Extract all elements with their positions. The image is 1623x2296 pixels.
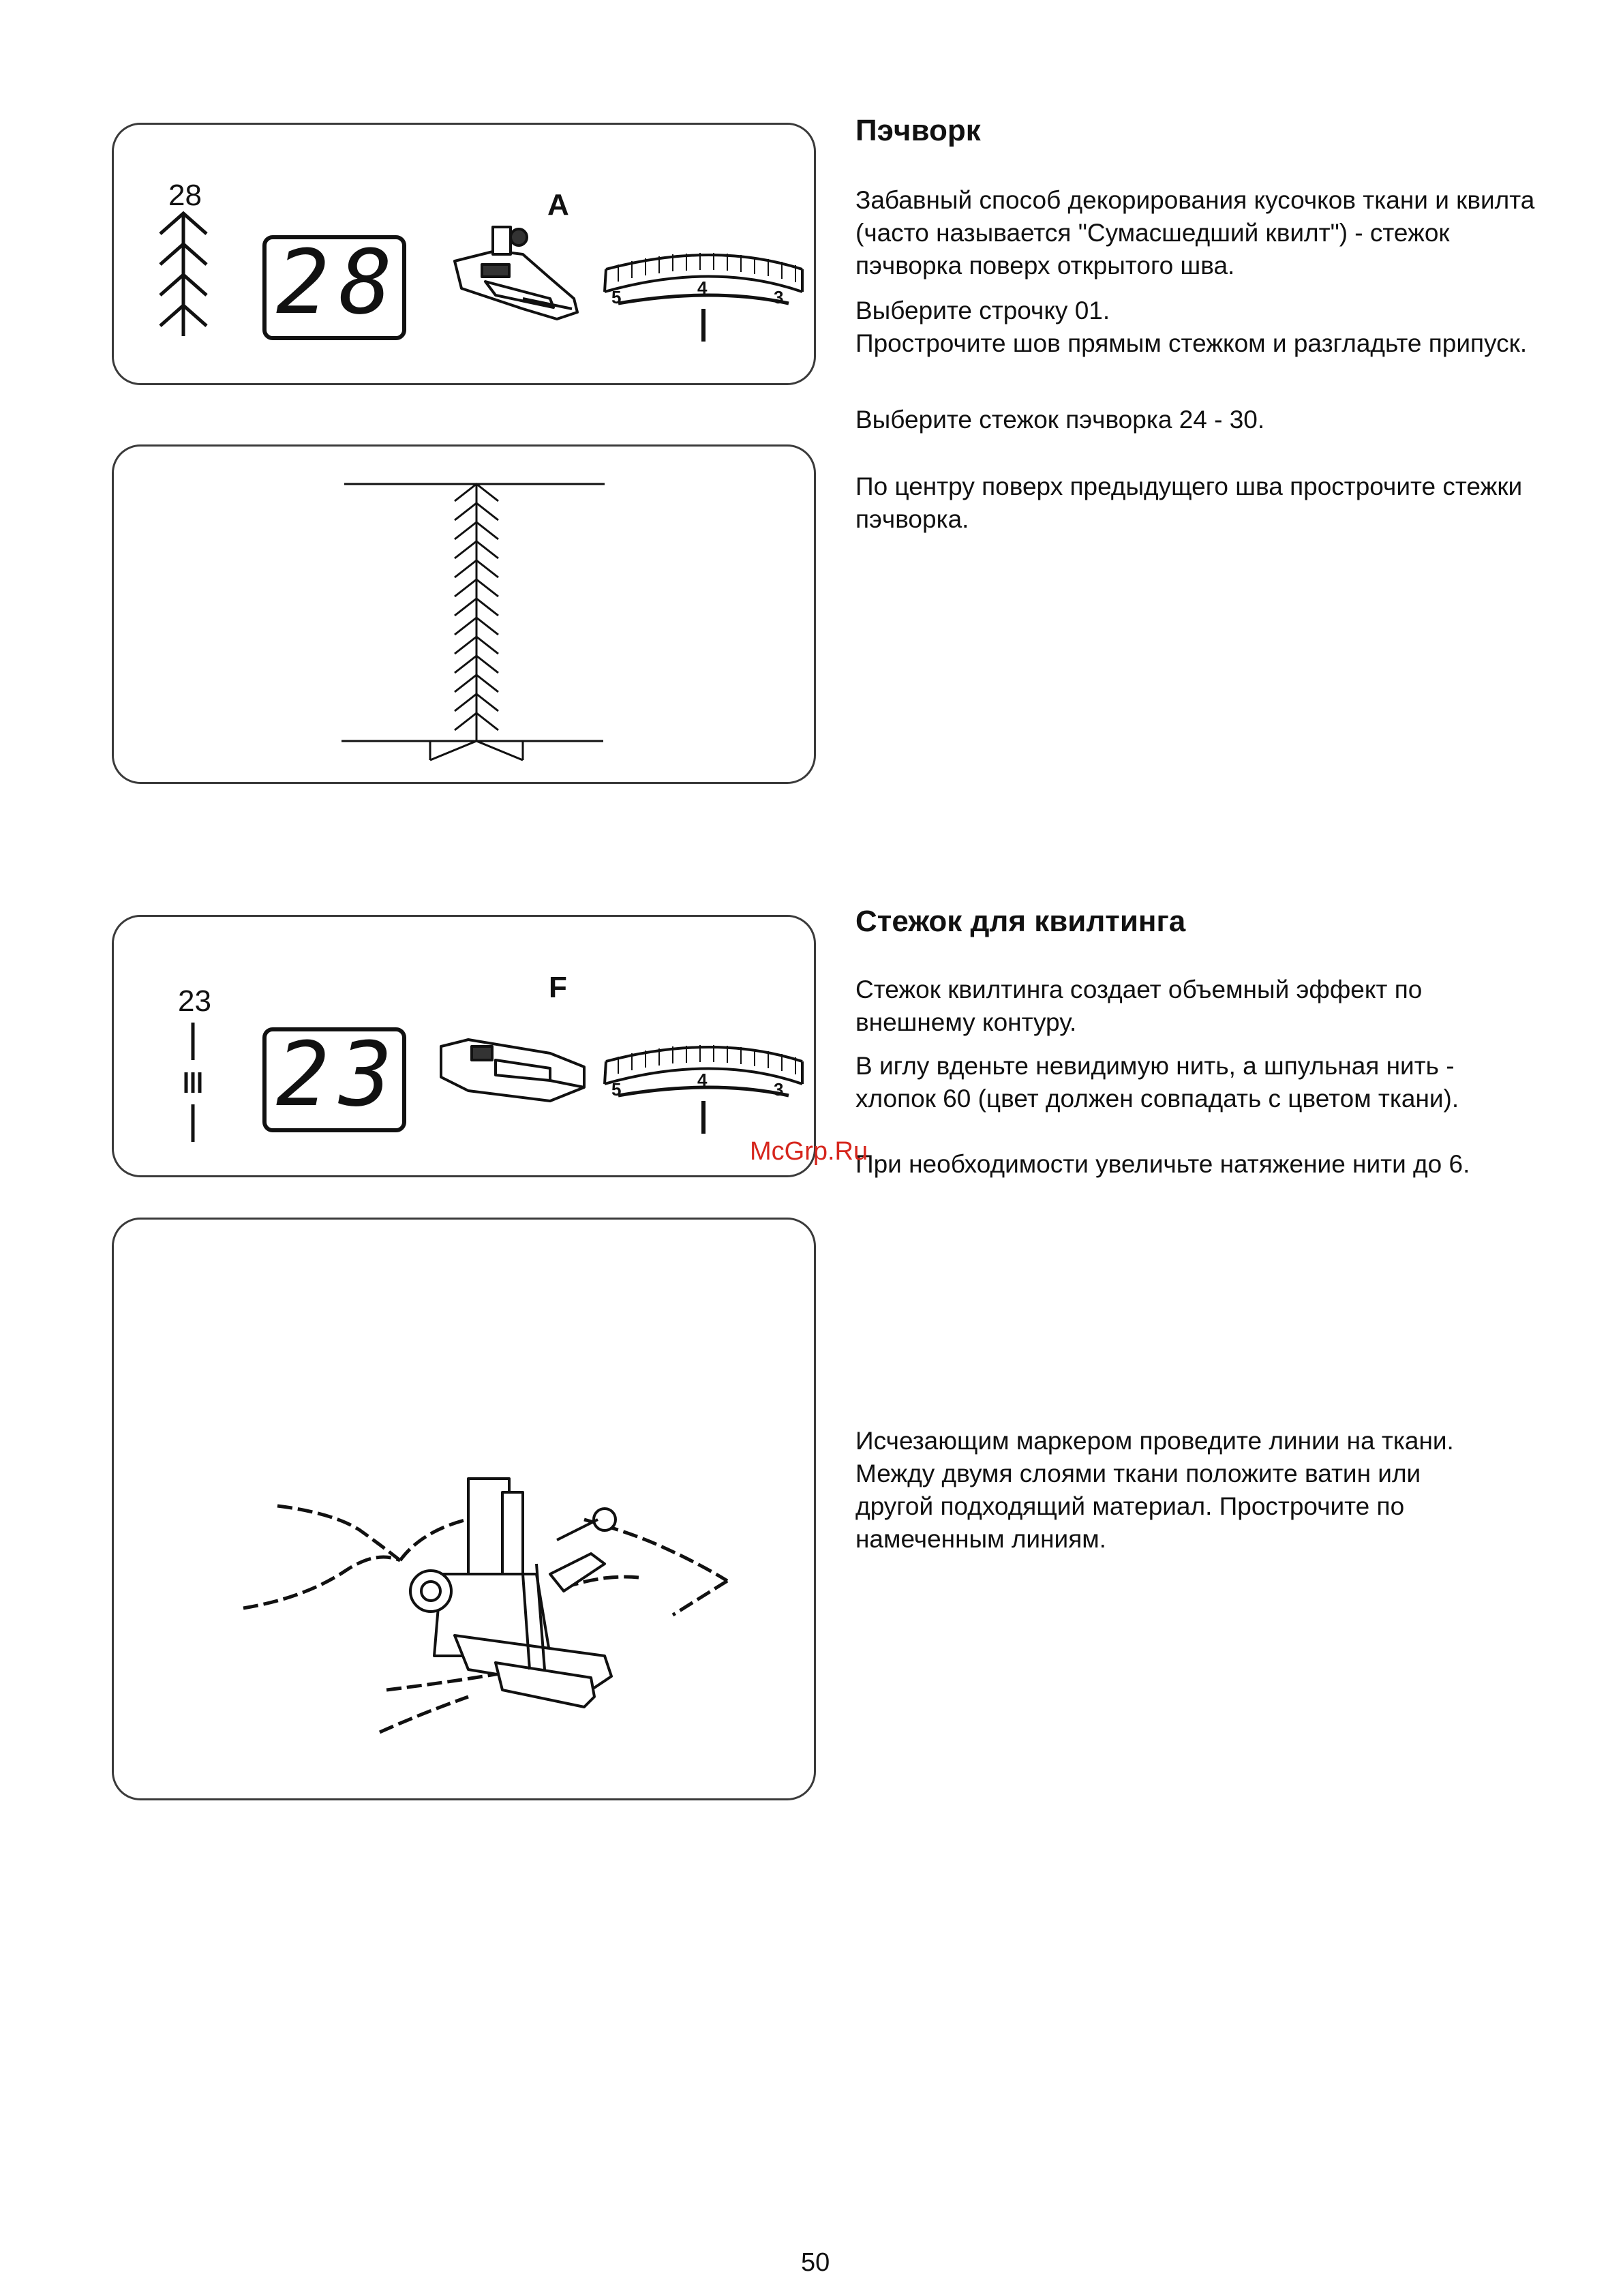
presser-foot-letter: F [549,971,567,1004]
quilting-title: Стежок для квилтинга [855,905,1186,938]
quilting-paragraph-1: Стежок квилтинга создает объемный эффект по внешнему контуру. [855,976,1423,1036]
tension-dial-label-4: 4 [697,1070,708,1090]
tension-dial-label-4: 4 [697,277,708,298]
quilting-stitch-symbol [186,1023,200,1142]
quilting-paragraph-4: Исчезающим маркером проведите линии на ткани. Между двумя слоями ткани положите ватин или другой подходящий материал. Прострочите по намеченным линиям. [855,1427,1454,1553]
patchwork-settings-illustration [114,125,818,387]
watermark: McGrp.Ru [750,1137,868,1166]
patchwork-paragraph-3: Прострочите шов прямым стежком и разгладьте припуск. [855,329,1528,357]
lcd-display-value: 23 [276,1023,402,1126]
patchwork-paragraph-5: По центру поверх предыдущего шва прострочите стежки пэчворка. [855,472,1523,533]
patchwork-paragraph-2: Выберите строчку 01. [855,297,1110,324]
presser-foot-letter: A [547,188,569,222]
patchwork-paragraph-4: Выберите стежок пэчворка 24 - 30. [855,406,1265,434]
patchwork-stitch-diagram [114,447,818,786]
quilting-illustration-panel [112,1218,816,1800]
presser-foot-a-icon [455,227,577,319]
tension-dial-label-3: 3 [774,287,784,307]
pattern-number-label: 28 [168,179,202,212]
quilting-settings-panel [112,915,816,1177]
pattern-number-label: 23 [178,984,211,1018]
tension-dial-label-5: 5 [611,1079,622,1100]
patchwork-paragraph-1: Забавный способ декорирования кусочков ткани и квилта (часто называется "Сумасшедший квилт") - стежок пэчворка поверх открытого шва. [855,186,1535,280]
quilting-paragraph-3: При необходимости увеличьте натяжение нити до 6. [855,1150,1470,1178]
patchwork-stitch-symbol [160,213,207,336]
tension-dial-label-3: 3 [774,1079,784,1100]
patchwork-settings-panel [112,123,816,385]
quilting-settings-illustration [114,917,818,1179]
lcd-display-value: 28 [276,230,402,334]
page-number: 50 [801,2248,830,2277]
patchwork-title: Пэчворк [855,114,981,147]
quilting-paragraph-2: В иглу вденьте невидимую нить, а шпульная нить - хлопок 60 (цвет должен совпадать с цветом ткани). [855,1052,1459,1113]
patchwork-stitch-diagram-panel [112,444,816,784]
tension-dial-label-5: 5 [611,287,622,307]
quilting-presser-foot-illustration [114,1220,818,1802]
presser-foot-f-icon [441,1040,584,1101]
